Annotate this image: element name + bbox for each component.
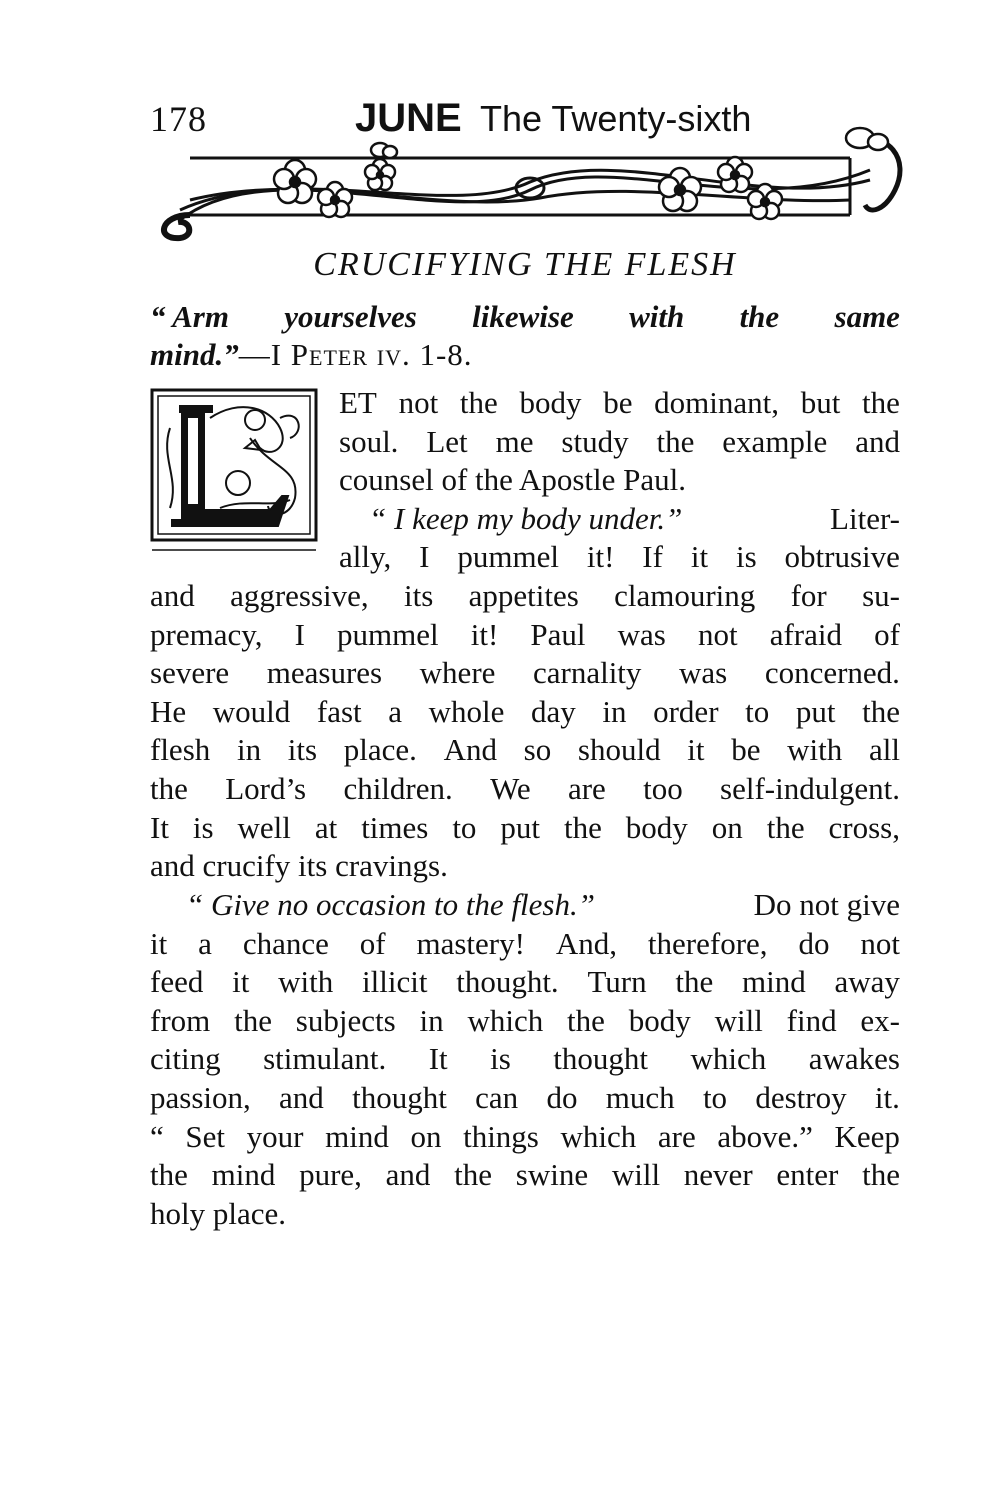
epigraph-word: with — [629, 299, 685, 334]
epigraph-quote-line2 — [150, 336, 900, 374]
word: to — [745, 693, 770, 729]
word: illicit — [362, 964, 428, 1000]
word: not — [398, 385, 439, 420]
epigraph — [150, 298, 900, 374]
word: concerned. — [764, 655, 900, 691]
word: Paul — [530, 616, 586, 652]
text-line — [150, 809, 900, 848]
word: do — [798, 925, 830, 961]
paragraph-3 — [150, 886, 900, 1233]
word: in — [602, 693, 627, 729]
word: Lord’s — [225, 770, 307, 806]
word: above.” — [717, 1118, 813, 1154]
word: times — [361, 809, 429, 845]
word: the — [563, 809, 602, 845]
word: appetites — [468, 578, 579, 613]
text-line-content — [150, 963, 900, 1002]
word: body — [625, 809, 688, 845]
text-line-content — [339, 384, 900, 423]
text-line-content: counsel of the Apostle Paul. — [339, 462, 686, 498]
word: put — [500, 809, 541, 845]
word: the — [675, 964, 714, 1000]
epigraph-word: the — [739, 299, 780, 334]
text-line — [150, 847, 900, 886]
word: the — [567, 1002, 605, 1038]
word: it — [687, 732, 705, 768]
epigraph-quote-end: mind.” — [150, 337, 239, 372]
quoted-scripture: “ I keep my body under.” — [369, 500, 683, 536]
illuminated-initial-L-icon — [150, 388, 318, 556]
word: with — [787, 732, 843, 768]
epigraph-quote-line1 — [150, 298, 900, 336]
word: ET — [339, 385, 377, 420]
word: pummel — [337, 616, 439, 652]
word: chance — [242, 925, 329, 961]
word: with — [278, 964, 334, 1000]
word: it! — [470, 616, 499, 652]
word: your — [246, 1118, 304, 1154]
word: a — [388, 693, 403, 729]
text-line — [150, 1079, 900, 1118]
word: should — [577, 732, 661, 768]
word: from — [150, 1002, 211, 1038]
word: mind — [211, 1157, 276, 1193]
word: all — [868, 732, 900, 768]
word: be — [603, 385, 633, 420]
word: is — [192, 809, 214, 845]
word: therefore, — [647, 925, 768, 961]
word: awakes — [808, 1041, 900, 1077]
word: the — [459, 385, 498, 420]
word: measures — [266, 655, 383, 691]
text-line-content: Liter- — [830, 500, 900, 536]
text-line — [150, 1156, 900, 1195]
text-line — [150, 963, 900, 1002]
word: it. — [874, 1079, 900, 1115]
word: children. — [343, 770, 453, 806]
text-line — [339, 423, 900, 462]
word: not — [697, 616, 738, 652]
word: Keep — [834, 1118, 900, 1154]
word: day — [531, 693, 576, 729]
word: citing — [150, 1041, 221, 1077]
word: not — [860, 925, 900, 961]
word: body — [519, 385, 582, 420]
word: thought. — [456, 964, 559, 1000]
page-number: 178 — [150, 99, 207, 139]
word: in — [419, 1002, 444, 1038]
text-line — [150, 654, 900, 693]
paragraph-1-indented — [339, 384, 900, 577]
epigraph-word: likewise — [472, 299, 574, 334]
word: at — [314, 809, 338, 845]
word: pummel — [457, 539, 559, 575]
word: “ — [150, 1118, 164, 1154]
word: I — [419, 539, 430, 575]
word: and — [385, 1157, 431, 1193]
month-heading: JUNE — [355, 96, 462, 140]
text-line-content — [150, 654, 900, 693]
word: be — [731, 732, 761, 768]
text-line-content — [150, 925, 900, 964]
text-line — [150, 577, 900, 616]
word: was — [679, 655, 728, 691]
text-line — [339, 538, 900, 577]
word: afraid — [769, 616, 842, 652]
word: enter — [776, 1157, 839, 1193]
word: order — [653, 693, 719, 729]
word: do — [546, 1079, 578, 1115]
word: I — [294, 616, 305, 652]
text-line-content: holy place. — [150, 1195, 287, 1231]
word: He — [150, 693, 187, 729]
word: can — [475, 1079, 519, 1115]
text-line-content — [150, 1156, 900, 1195]
word: soul. — [339, 423, 399, 459]
word: premacy, — [150, 616, 263, 652]
word: self-indulgent. — [720, 770, 900, 806]
word: would — [212, 693, 291, 729]
word: stimulant. — [263, 1041, 387, 1077]
text-line — [150, 1002, 900, 1041]
word: put — [795, 693, 836, 729]
word: the — [234, 1002, 272, 1038]
quoted-scripture: “ Give no occasion to the flesh.” — [186, 887, 595, 922]
word: where — [419, 655, 496, 691]
text-line — [150, 1118, 900, 1157]
floral-border-ornament-icon — [150, 120, 910, 250]
word: mind — [325, 1118, 389, 1154]
word: the — [150, 770, 188, 806]
text-line — [150, 731, 900, 770]
word: a — [198, 925, 212, 961]
word: will — [611, 1157, 661, 1193]
word: and — [279, 1079, 324, 1115]
word: dominant, — [654, 385, 780, 420]
word: which — [690, 1041, 767, 1077]
text-line-content — [339, 423, 900, 462]
word: example — [722, 423, 828, 459]
text-line — [150, 770, 900, 809]
word: mastery! — [416, 925, 525, 961]
word: much — [605, 1079, 675, 1115]
word: the — [454, 1157, 493, 1193]
word: in — [236, 732, 262, 768]
word: We — [490, 770, 531, 806]
word: its — [287, 732, 318, 768]
word: it — [232, 964, 250, 1000]
text-line-content: and crucify its cravings. — [150, 848, 448, 884]
word: well — [237, 809, 291, 845]
text-line — [339, 500, 900, 539]
word: away — [834, 964, 900, 1000]
word: too — [643, 770, 683, 806]
word: the — [862, 1157, 900, 1193]
word: the — [656, 423, 695, 459]
word: is — [735, 539, 757, 575]
text-line — [150, 616, 900, 655]
scripture-reference: —I Peter iv. 1-8. — [238, 337, 473, 372]
epigraph-word: same — [834, 299, 900, 334]
word: Set — [185, 1118, 226, 1154]
word: it! — [586, 539, 615, 575]
word: study — [561, 423, 629, 459]
word: and — [855, 423, 900, 459]
word: su- — [862, 578, 900, 613]
text-line-content: Do not give — [753, 887, 900, 922]
word: was — [617, 616, 666, 652]
word: And, — [555, 925, 618, 961]
word: which — [560, 1118, 637, 1154]
text-line-content — [150, 1118, 900, 1157]
word: It — [150, 809, 169, 845]
text-line-content — [150, 577, 900, 616]
word: will — [714, 1002, 763, 1038]
word: of — [359, 925, 386, 961]
word: thought — [352, 1079, 447, 1115]
text-line-content — [150, 1079, 900, 1118]
word: the — [150, 1157, 188, 1193]
text-line-content — [150, 693, 900, 732]
word: but — [800, 385, 841, 420]
devotion-title: CRUCIFYING THE FLESH — [313, 246, 737, 283]
word: pure, — [299, 1157, 362, 1193]
text-line — [150, 886, 900, 925]
word: carnality — [532, 655, 642, 691]
word: mind — [742, 964, 806, 1000]
word: ex- — [860, 1002, 900, 1038]
word: never — [683, 1157, 753, 1193]
word: Turn — [587, 964, 647, 1000]
word: is — [490, 1041, 511, 1077]
word: so — [523, 732, 552, 768]
word: find — [786, 1002, 837, 1038]
text-line — [339, 384, 900, 423]
word: the — [766, 809, 805, 845]
word: fast — [316, 693, 362, 729]
word: body — [628, 1002, 691, 1038]
text-line-content — [150, 1002, 900, 1041]
word: it — [150, 925, 168, 961]
word: whole — [428, 693, 505, 729]
word: It — [428, 1041, 448, 1077]
word: are — [657, 1118, 696, 1154]
word: the — [862, 693, 900, 729]
word: are — [567, 770, 606, 806]
word: it — [690, 539, 709, 575]
text-line-content — [150, 770, 900, 809]
word: cross, — [828, 809, 900, 845]
word: on — [410, 1118, 442, 1154]
text-line — [150, 1195, 900, 1234]
word: feed — [150, 964, 204, 1000]
word: place. — [343, 732, 417, 768]
word: severe — [150, 655, 230, 691]
word: subjects — [295, 1002, 396, 1038]
epigraph-word: yourselves — [284, 299, 417, 334]
word: flesh — [150, 732, 211, 768]
word: clamouring — [614, 578, 756, 613]
word: me — [495, 423, 534, 459]
text-line — [150, 693, 900, 732]
word: things — [463, 1118, 539, 1154]
word: the — [862, 385, 900, 420]
text-line — [150, 925, 900, 964]
text-line-content — [339, 538, 900, 577]
word: for — [790, 578, 827, 613]
text-line-content — [150, 1040, 900, 1079]
word: obtrusive — [784, 539, 900, 575]
paragraph-2 — [150, 577, 900, 886]
text-line — [150, 1040, 900, 1079]
text-line-content — [150, 809, 900, 848]
text-line — [339, 461, 900, 500]
word: to — [452, 809, 477, 845]
epigraph-word: “ Arm — [150, 299, 229, 334]
word: If — [642, 539, 663, 575]
text-line-content — [150, 616, 900, 655]
word: thought — [553, 1041, 648, 1077]
word: to — [702, 1079, 728, 1115]
word: aggressive, — [230, 578, 369, 613]
word: And — [443, 732, 497, 768]
word: its — [403, 578, 434, 613]
word: passion, — [150, 1079, 251, 1115]
word: destroy — [755, 1079, 847, 1115]
word: ally, — [339, 539, 392, 575]
text-line-content — [150, 731, 900, 770]
word: swine — [515, 1157, 589, 1193]
word: Let — [426, 423, 468, 459]
word: which — [467, 1002, 544, 1038]
day-heading: The Twenty-sixth — [480, 98, 752, 139]
word: and — [150, 578, 195, 613]
word: of — [874, 616, 900, 652]
word: on — [711, 809, 743, 845]
